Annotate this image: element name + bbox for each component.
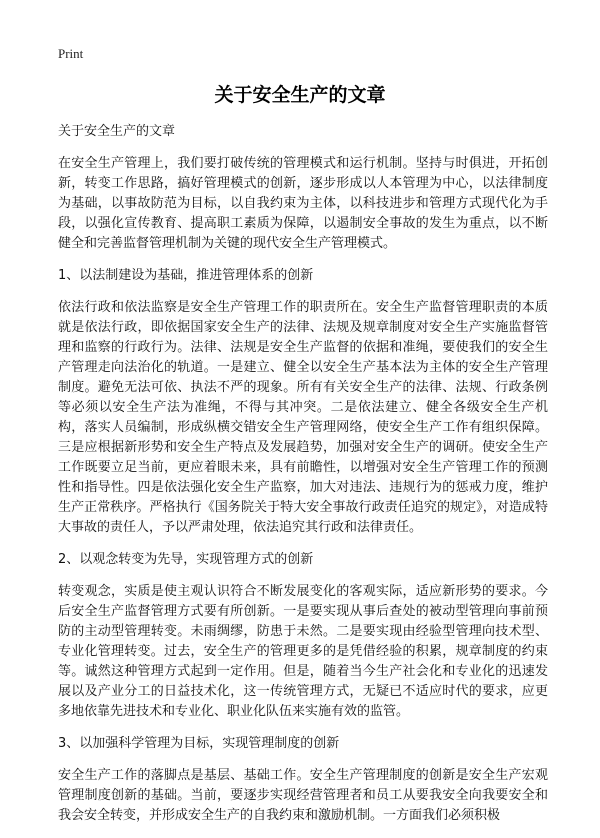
section-1-heading: 1、以法制建设为基础，推进管理体系的创新 <box>58 268 314 283</box>
section-2-body: 转变观念，实质是使主观认识符合不断发展变化的客观实际，适应新形势的要求。今后安全生产监督管理方式要有所创新。一是要实现从事后查处的被动型管理向事前预防的主动型管理转变。未雨绸缪，防患于未然。二是要实现由经验型管理向技术型、专业化管理转变。过去，安全生产的管理更多的是凭借经验的积累，规章制度的约束等。诚然这种管理方式起到一定作用。但是，随着当今生产社会化和专业化的迅速发展以及产业分工的日益技术化，这一传统管理方式，无疑已不适应时代的要求，应更多地依靠先进技术和专业化、职业化队伍来实施有效的监管。 <box>58 584 548 719</box>
section-3-heading: 3、以加强科学管理为目标，实现管理制度的创新 <box>58 736 340 751</box>
intro-paragraph: 在安全生产管理上，我们要打破传统的管理模式和运行机制。坚持与时俱进，开拓创新，转变工作思路，搞好管理模式的创新，逐步形成以人本管理为中心，以法律制度为基础，以事故防范为目标，以自我约束为主体，以科技进步和管理方式现代化为手段，以强化宣传教育、提高职工素质为保障，以遏制安全事故的发生为重点，以不断健全和完善监督管理机制为关键的现代安全生产管理模式。 <box>58 156 548 251</box>
section-1-body: 依法行政和依法监察是安全生产管理工作的职责所在。安全生产监督管理职责的本质就是依法行政，即依据国家安全生产的法律、法规及规章制度对安全生产实施监督管理和监察的行政行为。法律、法规是安全生产监督的依据和准绳，要使我们的安全生产管理走向法治化的轨道。一是建立、健全以安全生产基本法为主体的安全生产管理制度。避免无法可依、执法不严的现象。所有有关安全生产的法律、法规、行政条例等必须以安全生产法为准绳，不得与其冲突。二是依法建立、健全各级安全生产机构，落实人员编制，形成纵横交错安全生产管理网络，使安全生产工作有组织保障。三是应根据新形势和安全生产特点及发展趋势，加强对安全生产的调研。使安全生产工作既要立足当前，更应着眼未来，具有前瞻性，以增强对安全生产管理工作的预测性和指导性。四是依法强化安全生产监察，加大对违法、违规行为的惩戒力度，维护生产正常秩序。严格执行《国务院关于特大安全事故行政责任追究的规定》，对造成特大事故的责任人，予以严肃处理，依法追究其行政和法律责任。 <box>58 300 548 535</box>
article-body <box>58 122 548 838</box>
section-3-body: 安全生产工作的落脚点是基层、基础工作。安全生产管理制度的创新是安全生产宏观管理制度创新的基础。当前，要逐步实现经营管理者和员工从要我安全向我要安全和我会安全转变，并形成安全生产的自我约束和激励机制。一方面我们必须积极 <box>58 768 548 823</box>
article-subtitle: 关于安全生产的文章 <box>58 124 176 139</box>
print-link[interactable]: Print <box>58 46 84 61</box>
page-title: 关于安全生产的文章 <box>214 84 386 106</box>
section-2-heading: 2、以观念转变为先导，实现管理方式的创新 <box>58 552 314 567</box>
